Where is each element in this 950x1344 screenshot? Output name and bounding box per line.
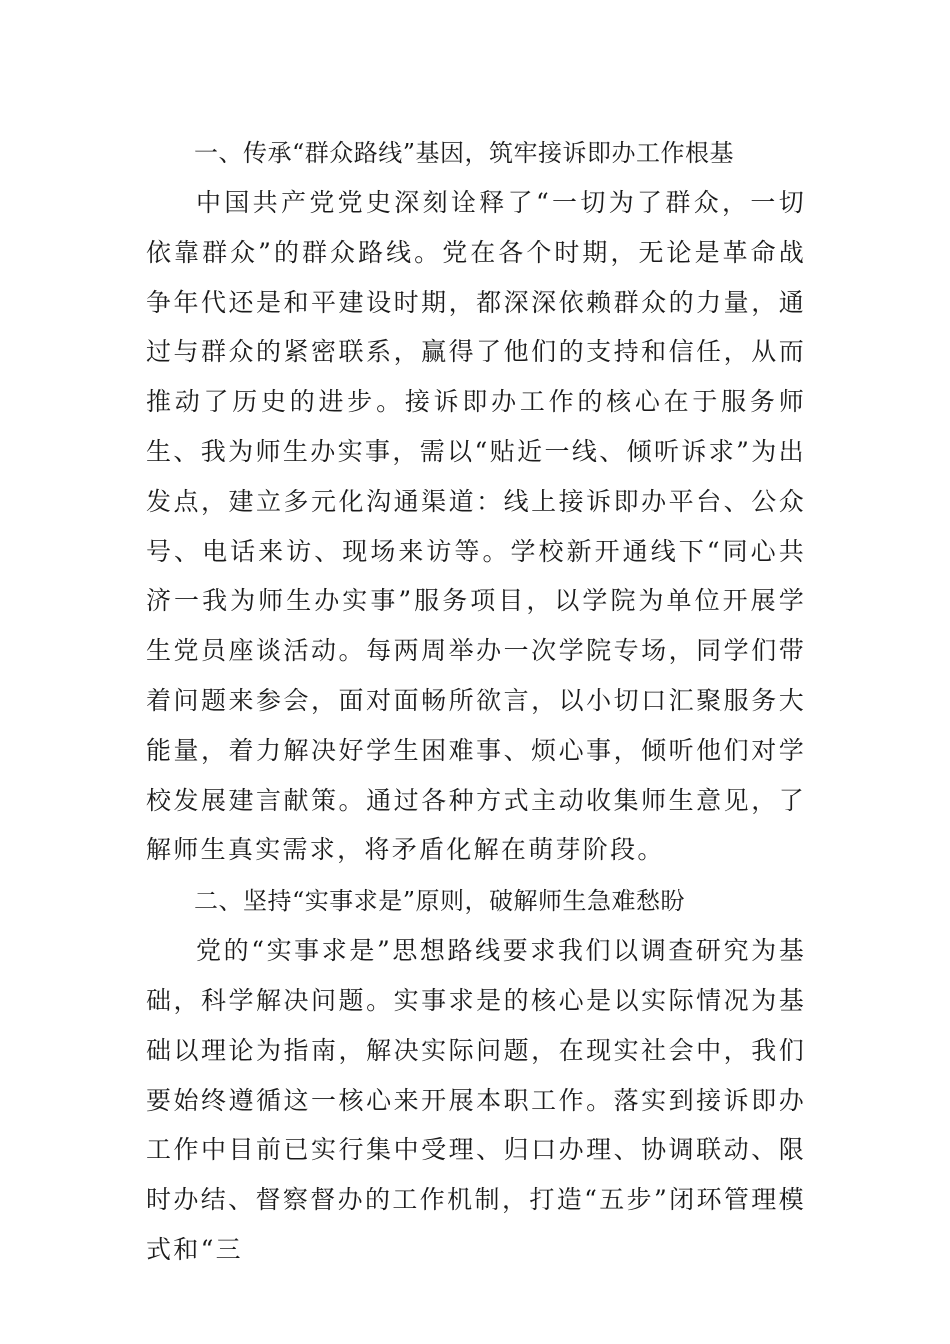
section-1-paragraph: 中国共产党党史深刻诠释了“一切为了群众，一切依靠群众”的群众路线。党在各个时期，无论是革命战争年代还是和平建设时期，都深深依赖群众的力量，通过与群众的紧密联系，赢得了他们的支持和信任，从而推动了历史的进步。接诉即办工作的核心在于服务师生、我为师生办实事，需以“贴近一线、倾听诉求”为出发点，建立多元化沟通渠道：线上接诉即办平台、公众号、电话来访、现场来访等。学校新开通线下“同心共济一我为师生办实事”服务项目，以学院为单位开展学生党员座谈活动。每两周举办一次学院专场，同学们带着问题来参会，面对面畅所欲言，以小切口汇聚服务大能量，着力解决好学生困难事、烦心事，倾听他们对学校发展建言献策。通过各种方式主动收集师生意见，了解师生真实需求，将矛盾化解在萌芽阶段。 (146, 188, 806, 865)
document-body (146, 129, 806, 1275)
section-1-heading: 一、传承“群众路线”基因，筑牢接诉即办工作根基 (194, 139, 735, 167)
section-2-heading: 二、坚持“实事求是”原则，破解师生急难愁盼 (194, 887, 686, 916)
section-2-paragraph: 党的“实事求是”思想路线要求我们以调查研究为基础，科学解决问题。实事求是的核心是以实际情况为基础以理论为指南，解决实际问题，在现实社会中，我们要始终遵循这一核心来开展本职工作。落实到接诉即办工作中目前已实行集中受理、归口办理、协调联动、限时办结、督察督办的工作机制，打造“五步”闭环管理模式和“三 (146, 936, 806, 1264)
